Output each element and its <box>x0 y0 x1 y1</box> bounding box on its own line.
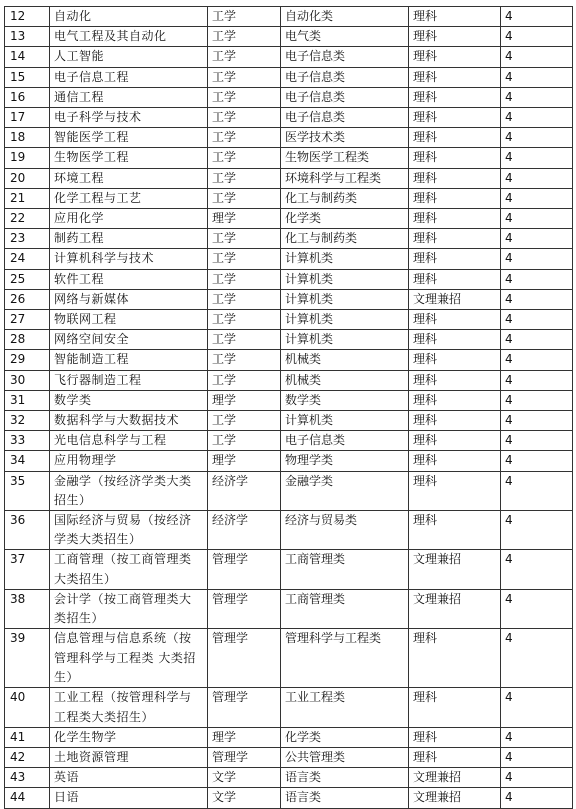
major-category-cell: 电子信息类 <box>281 47 409 67</box>
discipline-cell: 工学 <box>208 370 281 390</box>
admission-track-cell: 文理兼招 <box>409 550 501 589</box>
table-row <box>5 788 573 808</box>
duration-years-cell: 4 <box>501 471 573 510</box>
admission-track-cell: 文理兼招 <box>409 788 501 808</box>
major-name-cell: 土地资源管理 <box>50 747 208 767</box>
major-name-cell: 网络空间安全 <box>50 330 208 350</box>
discipline-cell: 工学 <box>208 108 281 128</box>
duration-years-cell: 4 <box>501 108 573 128</box>
duration-years-cell: 4 <box>501 87 573 107</box>
row-number-cell: 35 <box>5 471 50 510</box>
admission-track-cell: 理科 <box>409 727 501 747</box>
admission-track-cell: 理科 <box>409 47 501 67</box>
admission-track-cell: 理科 <box>409 370 501 390</box>
table-row <box>5 451 573 471</box>
major-category-cell: 工商管理类 <box>281 550 409 589</box>
table-row <box>5 209 573 229</box>
duration-years-cell: 4 <box>501 727 573 747</box>
duration-years-cell: 4 <box>501 330 573 350</box>
admission-track-cell: 理科 <box>409 27 501 47</box>
major-category-cell: 化学类 <box>281 727 409 747</box>
row-number-cell: 15 <box>5 67 50 87</box>
admission-track-cell: 理科 <box>409 310 501 330</box>
major-category-cell: 生物医学工程类 <box>281 148 409 168</box>
admission-track-cell: 理科 <box>409 249 501 269</box>
major-category-cell: 机械类 <box>281 370 409 390</box>
major-category-cell: 物理学类 <box>281 451 409 471</box>
discipline-cell: 工学 <box>208 350 281 370</box>
major-name-cell: 工商管理（按工商管理类大类招生） <box>50 550 208 589</box>
table-row <box>5 27 573 47</box>
discipline-cell: 理学 <box>208 390 281 410</box>
row-number-cell: 29 <box>5 350 50 370</box>
duration-years-cell: 4 <box>501 511 573 550</box>
major-name-cell: 数据科学与大数据技术 <box>50 411 208 431</box>
major-category-cell: 计算机类 <box>281 249 409 269</box>
major-name-cell: 数学类 <box>50 390 208 410</box>
major-name-cell: 化学生物学 <box>50 727 208 747</box>
major-name-cell: 智能医学工程 <box>50 128 208 148</box>
admission-track-cell: 理科 <box>409 451 501 471</box>
major-name-cell: 计算机科学与技术 <box>50 249 208 269</box>
row-number-cell: 36 <box>5 511 50 550</box>
duration-years-cell: 4 <box>501 350 573 370</box>
table-row <box>5 67 573 87</box>
duration-years-cell: 4 <box>501 629 573 688</box>
admission-track-cell: 理科 <box>409 209 501 229</box>
major-category-cell: 机械类 <box>281 350 409 370</box>
discipline-cell: 工学 <box>208 411 281 431</box>
table-row <box>5 249 573 269</box>
major-name-cell: 工业工程（按管理科学与工程类大类招生） <box>50 688 208 727</box>
admission-track-cell: 理科 <box>409 511 501 550</box>
table-row <box>5 188 573 208</box>
duration-years-cell: 4 <box>501 249 573 269</box>
table-row <box>5 168 573 188</box>
table-row <box>5 390 573 410</box>
admission-track-cell: 理科 <box>409 411 501 431</box>
duration-years-cell: 4 <box>501 67 573 87</box>
admission-track-cell: 文理兼招 <box>409 768 501 788</box>
discipline-cell: 理学 <box>208 727 281 747</box>
major-name-cell: 制药工程 <box>50 229 208 249</box>
major-name-cell: 应用物理学 <box>50 451 208 471</box>
table-row <box>5 289 573 309</box>
table-row <box>5 629 573 688</box>
discipline-cell: 管理学 <box>208 629 281 688</box>
admission-track-cell: 文理兼招 <box>409 289 501 309</box>
admission-track-cell: 理科 <box>409 629 501 688</box>
row-number-cell: 16 <box>5 87 50 107</box>
admission-track-cell: 理科 <box>409 688 501 727</box>
major-category-cell: 计算机类 <box>281 289 409 309</box>
major-category-cell: 电子信息类 <box>281 108 409 128</box>
major-category-cell: 经济与贸易类 <box>281 511 409 550</box>
discipline-cell: 理学 <box>208 451 281 471</box>
duration-years-cell: 4 <box>501 269 573 289</box>
duration-years-cell: 4 <box>501 411 573 431</box>
discipline-cell: 管理学 <box>208 589 281 628</box>
row-number-cell: 24 <box>5 249 50 269</box>
discipline-cell: 工学 <box>208 7 281 27</box>
row-number-cell: 17 <box>5 108 50 128</box>
discipline-cell: 工学 <box>208 148 281 168</box>
major-name-cell: 通信工程 <box>50 87 208 107</box>
duration-years-cell: 4 <box>501 168 573 188</box>
discipline-cell: 文学 <box>208 788 281 808</box>
duration-years-cell: 4 <box>501 310 573 330</box>
admission-track-cell: 理科 <box>409 747 501 767</box>
duration-years-cell: 4 <box>501 209 573 229</box>
major-name-cell: 信息管理与信息系统（按管理科学与工程类 大类招生） <box>50 629 208 688</box>
discipline-cell: 工学 <box>208 249 281 269</box>
discipline-cell: 工学 <box>208 27 281 47</box>
row-number-cell: 43 <box>5 768 50 788</box>
major-name-cell: 金融学（按经济学类大类招生） <box>50 471 208 510</box>
row-number-cell: 28 <box>5 330 50 350</box>
table-row <box>5 269 573 289</box>
major-category-cell: 环境科学与工程类 <box>281 168 409 188</box>
major-category-cell: 化工与制药类 <box>281 229 409 249</box>
duration-years-cell: 4 <box>501 589 573 628</box>
major-category-cell: 金融学类 <box>281 471 409 510</box>
major-category-cell: 计算机类 <box>281 330 409 350</box>
duration-years-cell: 4 <box>501 747 573 767</box>
discipline-cell: 理学 <box>208 209 281 229</box>
major-category-cell: 医学技术类 <box>281 128 409 148</box>
table-row <box>5 727 573 747</box>
major-category-cell: 语言类 <box>281 768 409 788</box>
discipline-cell: 经济学 <box>208 511 281 550</box>
admission-track-cell: 理科 <box>409 269 501 289</box>
admission-track-cell: 理科 <box>409 330 501 350</box>
duration-years-cell: 4 <box>501 451 573 471</box>
table-row <box>5 108 573 128</box>
major-name-cell: 化学工程与工艺 <box>50 188 208 208</box>
row-number-cell: 14 <box>5 47 50 67</box>
table-row <box>5 471 573 510</box>
discipline-cell: 工学 <box>208 229 281 249</box>
row-number-cell: 32 <box>5 411 50 431</box>
duration-years-cell: 4 <box>501 7 573 27</box>
row-number-cell: 27 <box>5 310 50 330</box>
row-number-cell: 30 <box>5 370 50 390</box>
discipline-cell: 工学 <box>208 168 281 188</box>
major-category-cell: 管理科学与工程类 <box>281 629 409 688</box>
major-name-cell: 智能制造工程 <box>50 350 208 370</box>
table-row <box>5 350 573 370</box>
admission-track-cell: 理科 <box>409 188 501 208</box>
major-name-cell: 网络与新媒体 <box>50 289 208 309</box>
admission-track-cell: 理科 <box>409 87 501 107</box>
admission-track-cell: 理科 <box>409 148 501 168</box>
major-name-cell: 生物医学工程 <box>50 148 208 168</box>
discipline-cell: 工学 <box>208 330 281 350</box>
row-number-cell: 25 <box>5 269 50 289</box>
major-name-cell: 软件工程 <box>50 269 208 289</box>
major-category-cell: 电子信息类 <box>281 67 409 87</box>
table-row <box>5 370 573 390</box>
discipline-cell: 管理学 <box>208 688 281 727</box>
admission-track-cell: 理科 <box>409 168 501 188</box>
admission-track-cell: 理科 <box>409 7 501 27</box>
duration-years-cell: 4 <box>501 550 573 589</box>
duration-years-cell: 4 <box>501 128 573 148</box>
table-row <box>5 128 573 148</box>
table-row <box>5 768 573 788</box>
table-row <box>5 589 573 628</box>
discipline-cell: 工学 <box>208 67 281 87</box>
row-number-cell: 31 <box>5 390 50 410</box>
table-row <box>5 511 573 550</box>
duration-years-cell: 4 <box>501 229 573 249</box>
discipline-cell: 管理学 <box>208 747 281 767</box>
major-category-cell: 公共管理类 <box>281 747 409 767</box>
discipline-cell: 工学 <box>208 289 281 309</box>
duration-years-cell: 4 <box>501 47 573 67</box>
major-name-cell: 会计学（按工商管理类大类招生） <box>50 589 208 628</box>
row-number-cell: 42 <box>5 747 50 767</box>
major-category-cell: 计算机类 <box>281 411 409 431</box>
duration-years-cell: 4 <box>501 688 573 727</box>
row-number-cell: 40 <box>5 688 50 727</box>
major-category-cell: 电子信息类 <box>281 431 409 451</box>
table-row <box>5 87 573 107</box>
row-number-cell: 12 <box>5 7 50 27</box>
discipline-cell: 工学 <box>208 87 281 107</box>
table-row <box>5 550 573 589</box>
row-number-cell: 39 <box>5 629 50 688</box>
major-category-cell: 自动化类 <box>281 7 409 27</box>
discipline-cell: 工学 <box>208 269 281 289</box>
duration-years-cell: 4 <box>501 390 573 410</box>
table-row <box>5 411 573 431</box>
row-number-cell: 38 <box>5 589 50 628</box>
table-row <box>5 688 573 727</box>
major-name-cell: 电子信息工程 <box>50 67 208 87</box>
major-category-cell: 计算机类 <box>281 269 409 289</box>
major-name-cell: 光电信息科学与工程 <box>50 431 208 451</box>
admission-track-cell: 理科 <box>409 67 501 87</box>
major-name-cell: 日语 <box>50 788 208 808</box>
row-number-cell: 19 <box>5 148 50 168</box>
major-name-cell: 电气工程及其自动化 <box>50 27 208 47</box>
duration-years-cell: 4 <box>501 188 573 208</box>
table-row <box>5 310 573 330</box>
major-category-cell: 电气类 <box>281 27 409 47</box>
duration-years-cell: 4 <box>501 431 573 451</box>
major-category-cell: 电子信息类 <box>281 87 409 107</box>
major-name-cell: 人工智能 <box>50 47 208 67</box>
major-name-cell: 应用化学 <box>50 209 208 229</box>
major-category-cell: 数学类 <box>281 390 409 410</box>
row-number-cell: 21 <box>5 188 50 208</box>
admission-track-cell: 文理兼招 <box>409 589 501 628</box>
table-row <box>5 431 573 451</box>
admission-track-cell: 理科 <box>409 390 501 410</box>
admission-track-cell: 理科 <box>409 128 501 148</box>
major-category-cell: 语言类 <box>281 788 409 808</box>
row-number-cell: 18 <box>5 128 50 148</box>
duration-years-cell: 4 <box>501 370 573 390</box>
major-category-cell: 工业工程类 <box>281 688 409 727</box>
table-row <box>5 47 573 67</box>
admission-track-cell: 理科 <box>409 431 501 451</box>
major-name-cell: 飞行器制造工程 <box>50 370 208 390</box>
discipline-cell: 管理学 <box>208 550 281 589</box>
duration-years-cell: 4 <box>501 768 573 788</box>
major-category-cell: 化学类 <box>281 209 409 229</box>
duration-years-cell: 4 <box>501 148 573 168</box>
row-number-cell: 22 <box>5 209 50 229</box>
table-row <box>5 7 573 27</box>
discipline-cell: 工学 <box>208 310 281 330</box>
table-row <box>5 229 573 249</box>
row-number-cell: 33 <box>5 431 50 451</box>
majors-table <box>4 6 573 809</box>
major-name-cell: 物联网工程 <box>50 310 208 330</box>
discipline-cell: 工学 <box>208 431 281 451</box>
major-name-cell: 环境工程 <box>50 168 208 188</box>
admission-track-cell: 理科 <box>409 350 501 370</box>
admission-track-cell: 理科 <box>409 108 501 128</box>
major-name-cell: 国际经济与贸易（按经济学类大类招生） <box>50 511 208 550</box>
duration-years-cell: 4 <box>501 289 573 309</box>
row-number-cell: 13 <box>5 27 50 47</box>
row-number-cell: 26 <box>5 289 50 309</box>
major-category-cell: 工商管理类 <box>281 589 409 628</box>
discipline-cell: 工学 <box>208 128 281 148</box>
major-name-cell: 自动化 <box>50 7 208 27</box>
row-number-cell: 23 <box>5 229 50 249</box>
duration-years-cell: 4 <box>501 27 573 47</box>
row-number-cell: 20 <box>5 168 50 188</box>
table-row <box>5 330 573 350</box>
row-number-cell: 34 <box>5 451 50 471</box>
row-number-cell: 37 <box>5 550 50 589</box>
major-category-cell: 化工与制药类 <box>281 188 409 208</box>
row-number-cell: 44 <box>5 788 50 808</box>
table-row <box>5 148 573 168</box>
admission-track-cell: 理科 <box>409 229 501 249</box>
majors-table-body <box>5 7 573 809</box>
major-name-cell: 电子科学与技术 <box>50 108 208 128</box>
discipline-cell: 工学 <box>208 47 281 67</box>
table-row <box>5 747 573 767</box>
discipline-cell: 文学 <box>208 768 281 788</box>
admission-track-cell: 理科 <box>409 471 501 510</box>
major-name-cell: 英语 <box>50 768 208 788</box>
discipline-cell: 工学 <box>208 188 281 208</box>
discipline-cell: 经济学 <box>208 471 281 510</box>
major-category-cell: 计算机类 <box>281 310 409 330</box>
duration-years-cell: 4 <box>501 788 573 808</box>
row-number-cell: 41 <box>5 727 50 747</box>
